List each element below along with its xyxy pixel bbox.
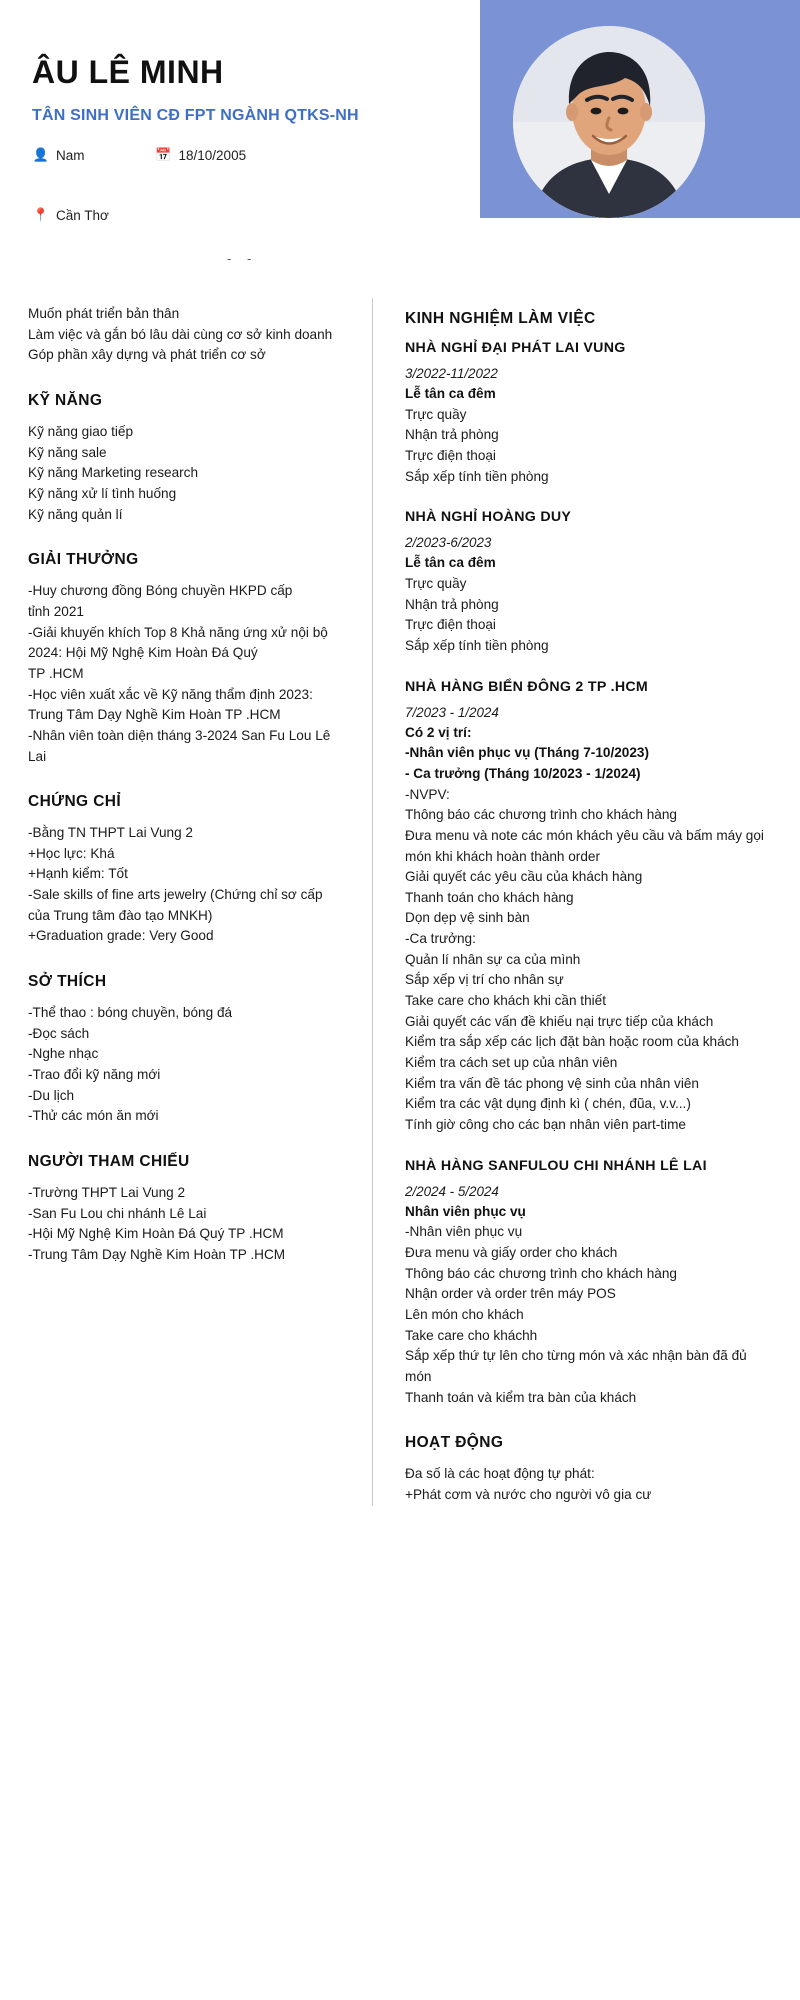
- list-item: -Bằng TN THPT Lai Vung 2: [28, 825, 193, 841]
- page-title: ÂU LÊ MINH: [32, 54, 224, 90]
- list-item: Kỹ năng xử lí tình huống: [28, 485, 177, 501]
- location-field: [32, 207, 109, 223]
- list-item: -Trường THPT Lai Vung 2: [28, 1185, 186, 1201]
- gender-value: Nam: [56, 147, 85, 163]
- job-date: 3/2022-11/2022: [405, 366, 498, 381]
- job-duty: Trực điện thoại: [405, 617, 496, 633]
- gender-field: [32, 147, 85, 163]
- list-item: -Nghe nhạc: [28, 1046, 99, 1062]
- job-duty: Quản lí nhân sự ca của mình: [405, 951, 581, 967]
- list-item: -Thể thao : bóng chuyền, bóng đá: [28, 1005, 233, 1021]
- list-item: -Trung Tâm Dạy Nghề Kim Hoàn TP .HCM: [28, 1247, 286, 1262]
- job-duty: Kiểm tra vấn đề tác phong vệ sinh của nhân viên: [405, 1075, 699, 1091]
- list-item: -San Fu Lou chi nhánh Lê Lai: [28, 1205, 207, 1221]
- job-duty: Giải quyết các vấn đề khiếu nại trực tiếp của khách: [405, 1013, 714, 1029]
- location-value: Cần Thơ: [56, 207, 109, 223]
- dob-field: [155, 147, 247, 163]
- job-duty: Kiểm tra các vật dụng định kì ( chén, đũa, v.v...): [405, 1096, 691, 1112]
- list-item: Kỹ năng quản lí: [28, 506, 123, 522]
- meta-row-primary: [32, 147, 462, 163]
- job-company: NHÀ NGHỈ ĐẠI PHÁT LAI VUNG: [405, 340, 626, 356]
- list-item: TP .HCM: [28, 665, 84, 681]
- job-duty: Đưa menu và note các món khách yêu cầu và bấm máy gọi món khi khách hoàn thành order: [405, 827, 764, 864]
- section-title-skills: KỸ NĂNG: [28, 391, 103, 409]
- experience-item: [405, 679, 774, 1136]
- list-item: Kỹ năng giao tiếp: [28, 423, 134, 439]
- job-company: NHÀ HÀNG SANFULOU CHI NHÁNH LÊ LAI: [405, 1157, 707, 1174]
- job-duty: Nhận order và order trên máy POS: [405, 1286, 616, 1302]
- job-duty: Lên món cho khách: [405, 1306, 524, 1322]
- job-duty: Take care cho khách khi cần thiết: [405, 993, 606, 1009]
- references-list: [28, 1183, 348, 1266]
- list-item: -Sale skills of fine arts jewelry (Chứng chỉ sơ cấp của Trung tâm đào tạo MNKH): [28, 887, 323, 923]
- avatar: [513, 26, 705, 218]
- job-role-extra: -Nhân viên phục vụ: [405, 1224, 523, 1240]
- job-duty: Trực quầy: [405, 406, 467, 422]
- job-role-extra: - Ca trưởng (Tháng 10/2023 - 1/2024): [405, 765, 641, 781]
- person-icon: 👤: [32, 147, 50, 163]
- job-company: NHÀ NGHỈ HOÀNG DUY: [405, 509, 572, 526]
- job-duty: Sắp xếp tính tiền phòng: [405, 468, 549, 484]
- list-item: -Huy chương đồng Bóng chuyền HKPD cấp: [28, 583, 293, 599]
- cv-body: [0, 290, 800, 1536]
- list-item: -Học viên xuất xắc về Kỹ năng thẩm định 2023:: [28, 686, 313, 702]
- job-duty: Nhận trả phòng: [405, 596, 499, 612]
- job-duty: Sắp xếp tính tiền phòng: [405, 637, 549, 653]
- job-duty: Nhận trả phòng: [405, 427, 499, 443]
- skills-list: [28, 422, 348, 525]
- job-duty: Sắp xếp thứ tự lên cho từng món và xác nhận bàn đã đủ món: [405, 1348, 747, 1384]
- header-text-block: [32, 54, 462, 266]
- list-item: +Phát cơm và nước cho người vô gia cư: [405, 1486, 652, 1502]
- list-item: -Đọc sách: [28, 1025, 90, 1041]
- experience-item: [405, 340, 774, 487]
- activities-list: [405, 1464, 774, 1505]
- job-duty: Tính giờ công cho các bạn nhân viên part-time: [405, 1117, 686, 1133]
- objective-line: Muốn phát triển bản thân: [28, 306, 180, 321]
- list-item: Kỹ năng sale: [28, 444, 107, 460]
- list-item: +Hạnh kiểm: Tốt: [28, 866, 128, 882]
- job-duty: Trực điện thoại: [405, 447, 496, 463]
- calendar-icon: 📅: [155, 147, 172, 163]
- job-duty: -NVPV:: [405, 786, 450, 802]
- job-date: 7/2023 - 1/2024: [405, 704, 499, 720]
- meta-row-location: [32, 207, 462, 223]
- job-duty: Thông báo các chương trình cho khách hàng: [405, 807, 677, 823]
- experience-item: [405, 1158, 774, 1409]
- job-role: Lễ tân ca đêm: [405, 555, 496, 571]
- job-company: NHÀ HÀNG BIỂN ĐÔNG 2 TP .HCM: [405, 678, 649, 695]
- job-duty: Trực quầy: [405, 575, 467, 591]
- cv-subtitle: TÂN SINH VIÊN CĐ FPT NGÀNH QTKS-NH: [32, 107, 359, 125]
- list-item: +Graduation grade: Very Good: [28, 928, 214, 944]
- left-column: [0, 290, 372, 1266]
- list-item: -Thử các món ăn mới: [28, 1108, 159, 1124]
- job-duty: Đưa menu và giấy order cho khách: [405, 1245, 618, 1260]
- hobbies-list: [28, 1003, 348, 1127]
- list-item: Kỹ năng Marketing research: [28, 465, 199, 481]
- right-column: [373, 290, 800, 1506]
- list-item: -Trao đổi kỹ năng mới: [28, 1067, 161, 1083]
- map-pin-icon: 📍: [32, 207, 50, 223]
- section-title-hobbies: SỞ THÍCH: [28, 973, 107, 991]
- job-duty: -Ca trưởng:: [405, 931, 476, 947]
- objective-section: [28, 304, 348, 366]
- certificates-list: [28, 823, 348, 947]
- job-duty: Take care cho kháchh: [405, 1327, 538, 1343]
- objective-line: Góp phần xây dựng và phát triển cơ sở: [28, 347, 266, 363]
- objective-line: Làm việc và gắn bó lâu dài cùng cơ sở kinh doanh: [28, 326, 333, 342]
- cv-header: [0, 0, 800, 290]
- section-title-awards: GIẢI THƯỞNG: [28, 551, 139, 569]
- job-duty: Sắp xếp vị trí cho nhân sự: [405, 972, 564, 988]
- list-item: -Nhân viên toàn diện tháng 3-2024 San Fu Lou Lê Lai: [28, 727, 331, 764]
- job-date: 2/2023-6/2023: [405, 535, 492, 551]
- list-item: -Du lịch: [28, 1087, 75, 1103]
- job-duty: Dọn dẹp vệ sinh bàn: [405, 910, 530, 926]
- list-item: Đa số là các hoạt động tự phát:: [405, 1466, 595, 1482]
- job-duty: Kiểm tra sắp xếp các lịch đặt bàn hoặc room của khách: [405, 1034, 739, 1050]
- job-duty: Kiểm tra cách set up của nhân viên: [405, 1055, 618, 1071]
- job-date: 2/2024 - 5/2024: [405, 1183, 499, 1199]
- list-item: -Hội Mỹ Nghệ Kim Hoàn Đá Quý TP .HCM: [28, 1226, 284, 1242]
- list-item: tỉnh 2021: [28, 603, 84, 619]
- section-title-experience: KINH NGHIỆM LÀM VIỆC: [405, 310, 596, 327]
- job-duty: Giải quyết các yêu cầu của khách hàng: [405, 869, 643, 885]
- job-duty: Thanh toán cho khách hàng: [405, 889, 574, 905]
- job-role-extra: -Nhân viên phục vụ (Tháng 7-10/2023): [405, 745, 649, 761]
- job-duty: Thanh toán và kiểm tra bàn của khách: [405, 1389, 637, 1405]
- list-item: -Giải khuyến khích Top 8 Khả năng ứng xử nội bộ 2024: Hội Mỹ Nghệ Kim Hoàn Đá Quý: [28, 624, 328, 661]
- section-title-certificates: CHỨNG CHỈ: [28, 793, 122, 811]
- job-duty: Thông báo các chương trình cho khách hàng: [405, 1265, 677, 1281]
- placeholder-dashes: - -: [227, 251, 258, 266]
- list-item: +Học lực: Khá: [28, 845, 115, 861]
- awards-list: [28, 581, 348, 767]
- experience-item: [405, 509, 774, 656]
- job-role: Có 2 vị trí:: [405, 724, 472, 740]
- job-role: Nhân viên phục vụ: [405, 1203, 526, 1219]
- section-title-activities: HOẠT ĐỘNG: [405, 1434, 504, 1452]
- section-title-references: NGƯỜI THAM CHIẾU: [28, 1153, 190, 1171]
- list-item: Trung Tâm Dạy Nghề Kim Hoàn TP .HCM: [28, 707, 281, 723]
- job-role: Lễ tân ca đêm: [405, 386, 496, 401]
- dob-value: 18/10/2005: [178, 147, 247, 163]
